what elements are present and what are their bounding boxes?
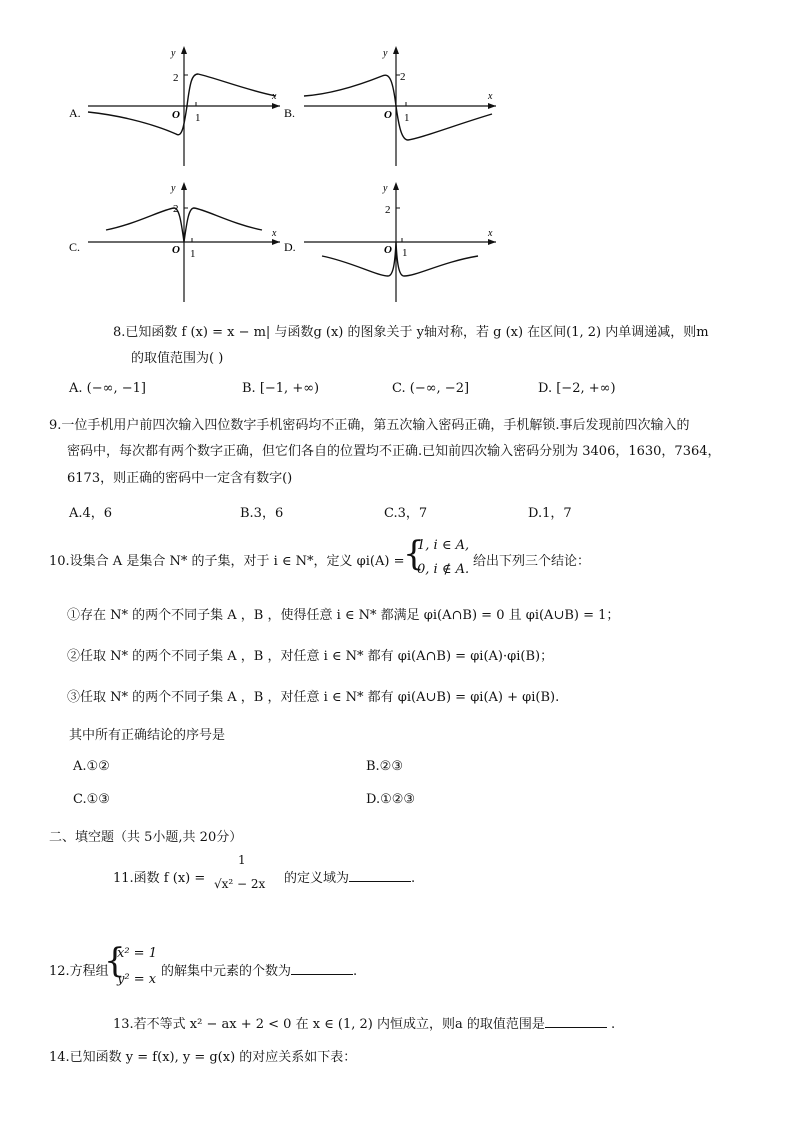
svg-text:2: 2 — [173, 203, 179, 215]
q9-line3: 6173，则正确的密码中一定含有数字() — [67, 471, 293, 486]
q8-line2: 的取值范围为( ) — [131, 351, 224, 366]
graph-d — [282, 180, 502, 305]
q13-blank[interactable] — [545, 1015, 607, 1028]
q8-option-c: C. (−∞, −2] — [392, 381, 470, 396]
q8-option-b: B. [−1, +∞) — [242, 381, 320, 396]
svg-text:O: O — [172, 244, 180, 256]
graph-c-label: C. — [69, 240, 81, 254]
svg-text:2: 2 — [385, 204, 391, 216]
q10-option-c: C.①③ — [73, 792, 110, 807]
q9-option-b: B.3，6 — [240, 506, 284, 521]
q10-statement-2: ②任取 N* 的两个不同子集 A ，B ，对任意 i ∈ N* 都有 φi(A∩B) = φi(A)·φi(B)； — [67, 649, 554, 664]
q11-suffix: 的定义域为 . — [284, 871, 416, 886]
svg-text:2: 2 — [173, 72, 179, 84]
q11-numerator: 1 — [238, 853, 246, 867]
svg-text:2: 2 — [400, 71, 406, 83]
q9-option-c: C.3，7 — [384, 506, 428, 521]
q10-case1: 1, i ∈ A, — [417, 538, 470, 553]
q10-brace: { — [403, 534, 425, 574]
q10-case2: 0, i ∉ A. — [417, 562, 470, 577]
q10-option-d: D.①②③ — [366, 792, 416, 807]
q11-prefix: 11.函数 f (x) = — [113, 871, 206, 886]
q10-ask: 其中所有正确结论的序号是 — [69, 728, 226, 743]
q12-eq2: y² = x — [117, 972, 157, 987]
q10-option-a: A.①② — [73, 759, 110, 774]
svg-text:1: 1 — [195, 112, 201, 124]
q10-stem-suffix: 给出下列三个结论： — [473, 554, 591, 569]
q8-option-a: A. (−∞, −1] — [69, 381, 146, 396]
graph-b — [282, 44, 502, 174]
q12-blank[interactable] — [291, 962, 353, 975]
svg-text:O: O — [384, 244, 392, 256]
graph-b-label: B. — [284, 106, 296, 120]
svg-text:1: 1 — [190, 248, 196, 260]
q9-line1: 9.一位手机用户前四次输入四位数字手机密码均不正确，第五次输入密码正确，手机解锁.事后发现前四次输入的 — [49, 418, 690, 433]
q8-line1: 8.已知函数 f (x) = x − m| 与函数g (x) 的图象关于 y轴对称，若 g (x) 在区间(1, 2) 内单调递减，则m — [113, 325, 709, 340]
q12-eq1: x² = 1 — [117, 946, 157, 961]
svg-text:x: x — [272, 91, 277, 102]
svg-text:1: 1 — [404, 112, 410, 124]
svg-text:1: 1 — [402, 247, 408, 259]
svg-text:x: x — [488, 228, 493, 239]
q8-option-d: D. [−2, +∞) — [538, 381, 616, 396]
q10-option-b: B.②③ — [366, 759, 403, 774]
section-heading: 二、填空题（共 5小题,共 20分） — [49, 830, 243, 845]
q10-stem: 10.设集合 A 是集合 N* 的子集，对于 i ∈ N*，定义 φi(A) = — [49, 554, 405, 569]
graph-c — [66, 180, 286, 305]
q10-statement-1: ①存在 N* 的两个不同子集 A ，B ，使得任意 i ∈ N* 都满足 φi(A∩B) = 0 且 φi(A∪B) = 1； — [67, 608, 620, 623]
q11-denominator: √x² − 2x — [214, 877, 266, 891]
q13-text: 13.若不等式 x² − ax + 2 < 0 在 x ∈ (1, 2) 内恒成立，则a 的取值范围是 . — [113, 1017, 616, 1032]
svg-text:O: O — [172, 109, 180, 121]
q14-text: 14.已知函数 y = f(x), y = g(x) 的对应关系如下表： — [49, 1050, 357, 1065]
q9-line2: 密码中，每次都有两个数字正确，但它们各自的位置均不正确.已知前四次输入密码分别为 3406，1630，7364， — [67, 444, 721, 459]
q12-prefix: 12.方程组 — [49, 964, 109, 979]
q9-option-d: D.1，7 — [528, 506, 572, 521]
graph-a — [66, 44, 286, 174]
q10-statement-3: ③任取 N* 的两个不同子集 A ，B ，对任意 i ∈ N* 都有 φi(A∪B) = φi(A) + φi(B). — [67, 690, 560, 705]
svg-text:x: x — [488, 91, 493, 102]
q9-option-a: A.4，6 — [69, 506, 113, 521]
svg-text:y: y — [171, 183, 176, 194]
graph-a-label: A. — [69, 106, 81, 120]
svg-text:y: y — [171, 48, 176, 59]
svg-text:y: y — [383, 48, 388, 59]
q11-blank[interactable] — [349, 869, 411, 882]
q12-suffix: 的解集中元素的个数为 . — [161, 964, 358, 979]
graph-d-label: D. — [284, 240, 296, 254]
q12-brace: { — [104, 941, 126, 981]
svg-text:x: x — [272, 228, 277, 239]
svg-text:O: O — [384, 109, 392, 121]
svg-text:y: y — [383, 183, 388, 194]
